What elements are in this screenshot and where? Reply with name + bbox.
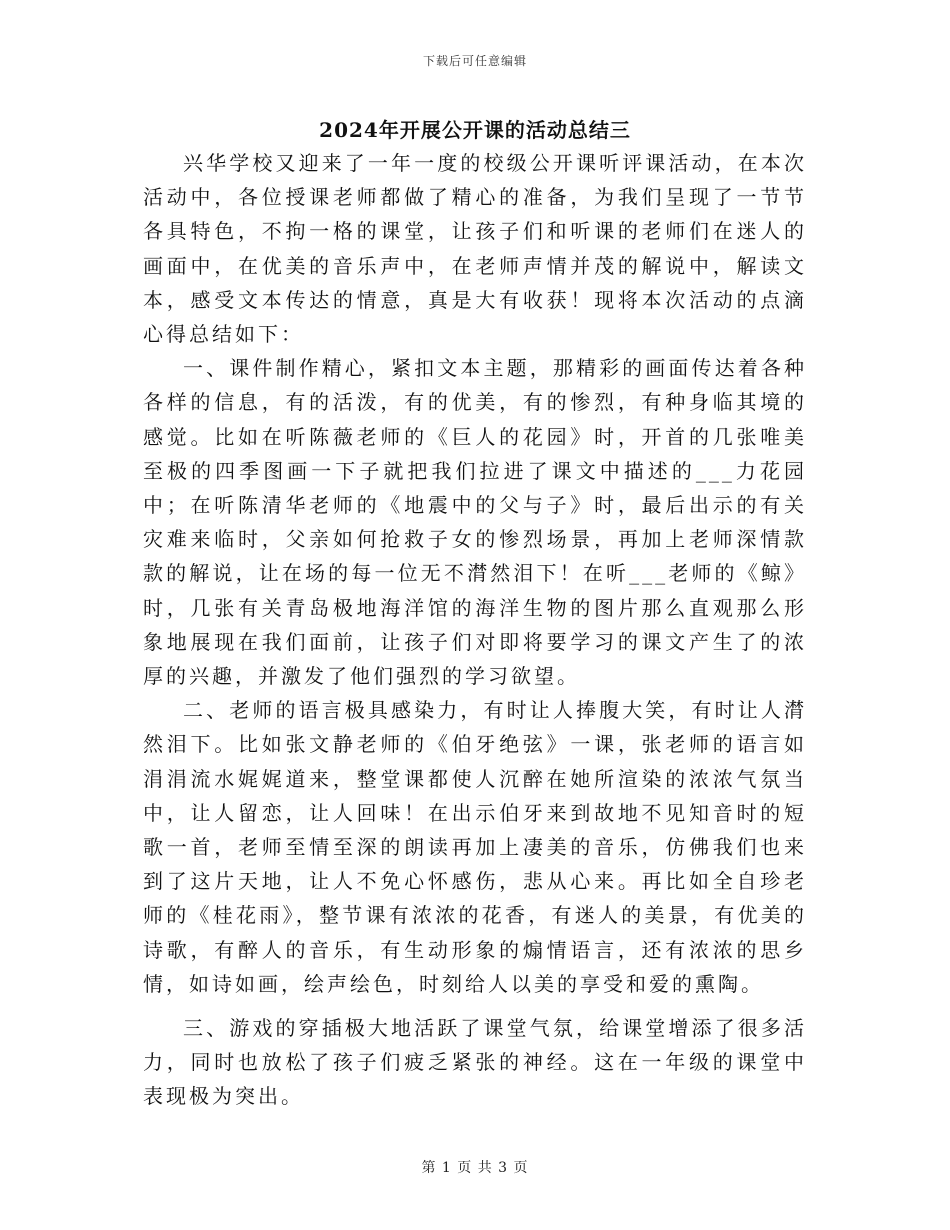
- document-body: [143, 146, 807, 1114]
- paragraph-point-two: 二、老师的语言极具感染力，有时让人捧腹大笑，有时让人潸然泪下。比如张文静老师的《伯牙绝弦》一课，张老师的语言如涓涓流水娓娓道来，整堂课都使人沉醉在她所渲染的浓浓气氛当中，让人留恋，让人回味！在出示伯牙来到故地不见知音时的短歌一首，老师至情至深的朗读再加上凄美的音乐，仿佛我们也来到了这片天地，让人不免心怀感伤，悲从心来。再比如全自珍老师的《桂花雨》，整节课有浓浓的花香，有迷人的美景，有优美的诗歌，有醉人的音乐，有生动形象的煽情语言，还有浓浓的思乡情，如诗如画，绘声绘色，时刻给人以美的享受和爱的熏陶。: [143, 698, 807, 996]
- document-title: 2024年开展公开课的活动总结三: [319, 118, 631, 142]
- paragraph-intro: 兴华学校又迎来了一年一度的校级公开课听评课活动，在本次活动中，各位授课老师都做了精心的准备，为我们呈现了一节节各具特色，不拘一格的课堂，让孩子们和听课的老师们在迷人的画面中，在优美的音乐声中，在老师声情并茂的解说中，解读文本，感受文本传达的情意，真是大有收获！现将本次活动的点滴心得总结如下：: [143, 151, 807, 347]
- paragraph-point-one: 一、课件制作精心，紧扣文本主题，那精彩的画面传达着各种各样的信息，有的活泼，有的优美，有的惨烈，有种身临其境的感觉。比如在听陈薇老师的《巨人的花园》时，开首的几张唯美至极的四季图画一下子就把我们拉进了课文中描述的___力花园中；在听陈清华老师的《地震中的父与子》时，最后出示的有关灾难来临时，父亲如何抢救子女的惨烈场景，再加上老师深情款款的解说，让在场的每一位无不潸然泪下！在听___老师的《鲸》时，几张有关青岛极地海洋馆的海洋生物的图片那么直观那么形象地展现在我们面前，让孩子们对即将要学习的课文产生了的浓厚的兴趣，并激发了他们强烈的学习欲望。: [143, 356, 807, 689]
- paragraph-point-three: 三、游戏的穿插极大地活跃了课堂气氛，给课堂增添了很多活力，同时也放松了孩子们疲乏紧张的神经。这在一年级的课堂中表现极为突出。: [143, 1016, 807, 1109]
- page-number-footer: 第 1 页 共 3 页: [421, 1160, 529, 1176]
- page-header-note: 下载后可任意编辑: [422, 54, 527, 68]
